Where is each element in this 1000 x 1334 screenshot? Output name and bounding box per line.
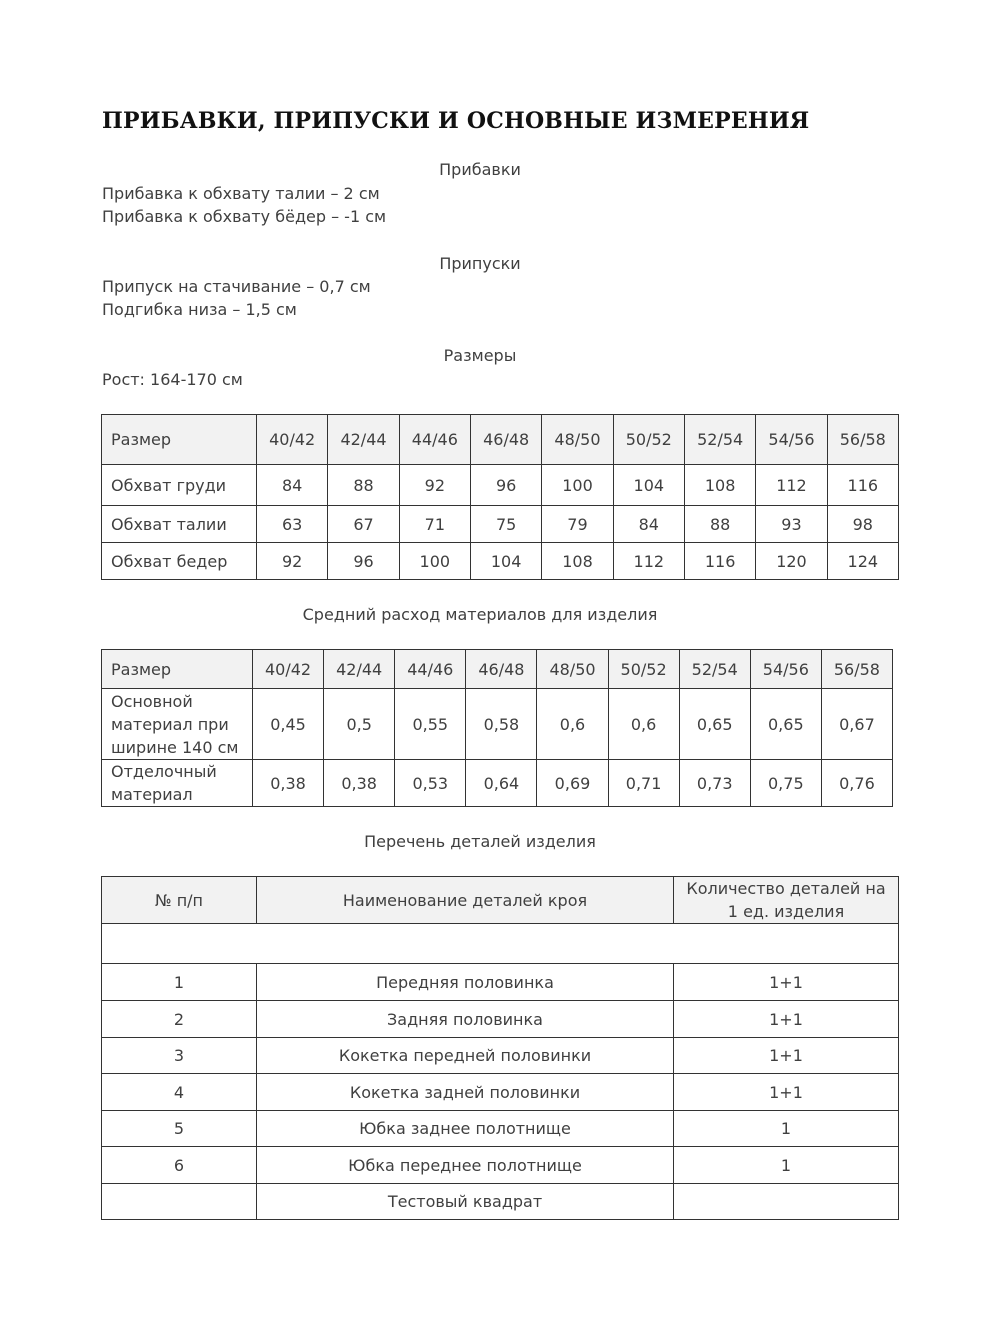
sizes-heading: Размеры (443, 346, 517, 365)
header-cell: 48/50 (542, 415, 613, 465)
header-row (102, 877, 899, 924)
table-cell: 1 (102, 964, 257, 1001)
table-cell: 108 (542, 543, 613, 580)
table-row (102, 1074, 899, 1111)
table-cell: 92 (257, 543, 328, 580)
table-cell: 0,65 (679, 689, 750, 760)
size-measurements-table (101, 414, 899, 580)
hem-allowance: Подгибка низа – 1,5 см (102, 300, 297, 319)
header-cell: № п/п (102, 877, 257, 924)
seam-allowance: Припуск на стачивание – 0,7 см (102, 277, 371, 296)
header-cell: 40/42 (257, 415, 328, 465)
table-cell: 88 (684, 506, 755, 543)
table-cell: 100 (542, 465, 613, 506)
table-cell: 116 (827, 465, 898, 506)
table-cell: 88 (328, 465, 399, 506)
table-cell: Обхват талии (102, 506, 257, 543)
table-row (102, 689, 893, 760)
header-cell: Наименование деталей кроя (257, 877, 674, 924)
table-row (102, 924, 899, 964)
header-cell: 46/48 (470, 415, 541, 465)
header-cell: 44/46 (399, 415, 470, 465)
allowance-waist: Прибавка к обхвату талии – 2 см (102, 184, 380, 203)
header-row (102, 650, 893, 689)
table-row (102, 506, 899, 543)
cell-text-line: Основной (111, 691, 193, 711)
table-cell: 0,5 (324, 689, 395, 760)
allowance-hips: Прибавка к обхвату бёдер – -1 см (102, 207, 387, 226)
cell-text-line: Количество деталей на (686, 879, 886, 898)
table-cell: Кокетка передней половинки (257, 1038, 674, 1074)
table-cell: 0,45 (253, 689, 324, 760)
page-title: ПРИБАВКИ, ПРИПУСКИ И ОСНОВНЫЕ ИЗМЕРЕНИЯ (102, 108, 810, 134)
table-cell: 1 (674, 1111, 899, 1147)
table-cell: Передняя половинка (257, 964, 674, 1001)
table-cell: Обхват груди (102, 465, 257, 506)
table-cell: 84 (613, 506, 684, 543)
table-cell: 1+1 (674, 1074, 899, 1111)
table-row (102, 1111, 899, 1147)
table-cell (102, 689, 253, 760)
table-cell: 116 (684, 543, 755, 580)
table-cell: 0,75 (750, 760, 821, 807)
table-cell: 1+1 (674, 1038, 899, 1074)
table-cell: 0,6 (608, 689, 679, 760)
table-cell: 3 (102, 1038, 257, 1074)
table-row (102, 1147, 899, 1184)
table-cell (102, 1184, 257, 1220)
header-cell: 42/44 (328, 415, 399, 465)
table-cell (102, 924, 899, 964)
header-cell (674, 877, 899, 924)
table-cell: 120 (756, 543, 827, 580)
table-cell (102, 760, 253, 807)
header-cell: 48/50 (537, 650, 608, 689)
table-cell: 0,38 (253, 760, 324, 807)
seams-heading: Припуски (439, 254, 521, 273)
table-cell: 1+1 (674, 1001, 899, 1038)
table-cell: Задняя половинка (257, 1001, 674, 1038)
table-cell: 96 (470, 465, 541, 506)
table-cell: Кокетка задней половинки (257, 1074, 674, 1111)
table-cell: 104 (613, 465, 684, 506)
table-cell: 0,38 (324, 760, 395, 807)
header-cell: 40/42 (253, 650, 324, 689)
table-cell: Обхват бедер (102, 543, 257, 580)
table-cell (674, 1184, 899, 1220)
table-cell: 92 (399, 465, 470, 506)
cell-text-line: материал при (111, 714, 229, 734)
table-cell: 0,55 (395, 689, 466, 760)
table-cell: 112 (756, 465, 827, 506)
table-cell: 75 (470, 506, 541, 543)
table-cell: Тестовый квадрат (257, 1184, 674, 1220)
header-cell: 54/56 (756, 415, 827, 465)
header-cell: 52/54 (679, 650, 750, 689)
header-row (102, 415, 899, 465)
parts-list-table (101, 876, 899, 1220)
header-cell: 42/44 (324, 650, 395, 689)
header-cell: Размер (102, 415, 257, 465)
table-cell: 79 (542, 506, 613, 543)
table-cell: 84 (257, 465, 328, 506)
table-cell: 0,67 (821, 689, 892, 760)
header-cell: 54/56 (750, 650, 821, 689)
table-cell: 0,76 (821, 760, 892, 807)
material-heading: Средний расход материалов для изделия (302, 605, 658, 624)
table-row (102, 964, 899, 1001)
table-cell: 5 (102, 1111, 257, 1147)
table-cell: 71 (399, 506, 470, 543)
table-cell: 0,64 (466, 760, 537, 807)
table-cell: 0,58 (466, 689, 537, 760)
table-cell: 112 (613, 543, 684, 580)
table-cell: 98 (827, 506, 898, 543)
table-cell: Юбка переднее полотнище (257, 1147, 674, 1184)
table-cell: 1 (674, 1147, 899, 1184)
header-cell: 50/52 (608, 650, 679, 689)
cell-text-line: ширине 140 см (111, 737, 239, 757)
table-cell: 96 (328, 543, 399, 580)
table-cell: 108 (684, 465, 755, 506)
table-row (102, 465, 899, 506)
material-consumption-table (101, 649, 893, 807)
table-cell: 104 (470, 543, 541, 580)
table-cell: 0,69 (537, 760, 608, 807)
table-row (102, 543, 899, 580)
table-cell: 67 (328, 506, 399, 543)
table-row (102, 1038, 899, 1074)
cell-text-line: 1 ед. изделия (727, 902, 845, 921)
table-row (102, 1184, 899, 1220)
table-cell: 0,71 (608, 760, 679, 807)
table-cell: 0,53 (395, 760, 466, 807)
table-cell: 124 (827, 543, 898, 580)
table-row (102, 760, 893, 807)
height-range: Рост: 164-170 см (102, 370, 243, 389)
table-row (102, 1001, 899, 1038)
parts-heading: Перечень деталей изделия (364, 832, 596, 851)
header-cell: 50/52 (613, 415, 684, 465)
cell-text-line: Отделочный (111, 762, 217, 781)
table-cell: 63 (257, 506, 328, 543)
table-cell: 2 (102, 1001, 257, 1038)
table-cell: Юбка заднее полотнище (257, 1111, 674, 1147)
table-cell: 6 (102, 1147, 257, 1184)
table-cell: 0,65 (750, 689, 821, 760)
table-cell: 93 (756, 506, 827, 543)
cell-text-line: материал (111, 785, 193, 804)
table-cell: 100 (399, 543, 470, 580)
header-cell: 46/48 (466, 650, 537, 689)
allowances-heading: Прибавки (439, 160, 521, 179)
header-cell: 44/46 (395, 650, 466, 689)
header-cell: 56/58 (827, 415, 898, 465)
table-cell: 1+1 (674, 964, 899, 1001)
header-cell: 56/58 (821, 650, 892, 689)
header-cell: Размер (102, 650, 253, 689)
table-cell: 0,73 (679, 760, 750, 807)
table-cell: 0,6 (537, 689, 608, 760)
header-cell: 52/54 (684, 415, 755, 465)
table-cell: 4 (102, 1074, 257, 1111)
